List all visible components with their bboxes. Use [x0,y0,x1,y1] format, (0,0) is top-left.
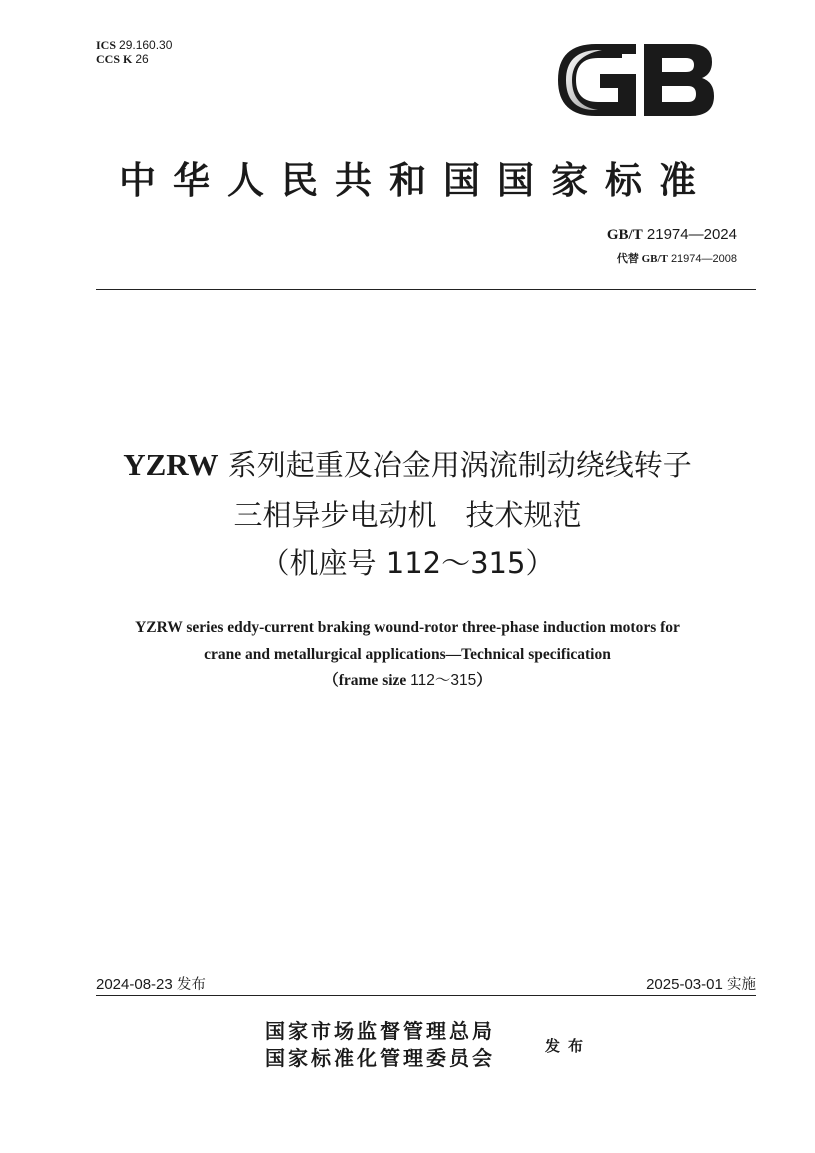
issue-date-value: 2024-08-23 [96,976,173,993]
replaces-prefix: 代替 GB/T [616,253,668,265]
title-en-open: （frame size [323,672,411,689]
issue-date-label: 发布 [176,977,206,993]
ccs-letter: K [123,52,133,66]
effective-date-label: 实施 [727,977,756,993]
title-en-line-1: YZRW series eddy-current braking wound-rotor three-phase induction motors for [135,619,680,636]
ics-code: 29.160.30 [119,38,173,52]
replaces-code: 21974—2008 [670,253,737,265]
gb-logo [552,40,717,120]
ccs-number: 26 [135,52,149,66]
title-cn-line-3: （机座号 112～315） [260,546,555,580]
footer-divider [96,995,756,996]
effective-date [646,973,756,994]
standard-number [607,226,737,244]
replaces-standard [617,250,737,266]
standard-prefix: GB/T [606,227,643,243]
publish-label: 发布 [545,1037,592,1055]
header-divider [96,289,756,290]
effective-date-value: 2025-03-01 [646,976,723,993]
issuing-authorities [265,1018,495,1072]
ics-line [96,38,172,52]
issuer-1: 国家市场监督管理总局 [265,1019,495,1043]
title-cn-line-1 [0,447,815,482]
issue-date [96,973,206,994]
title-cn-line-2: 三相异步电动机 技术规范 [233,498,582,532]
logo-text: GB [552,40,554,41]
title-en-line-2: crane and metallurgical applications—Technical specification [204,646,611,663]
title-cn-model: YZRW [123,447,219,482]
title-cn-line-1-text: 系列起重及冶金用涡流制动绕线转子 [227,448,692,482]
national-standard-title: 中华人民共和国国家标准 [119,158,713,202]
title-en-range: 112～315 [410,672,477,689]
title-en-line-3 [0,672,815,690]
title-en-close: ） [476,672,492,689]
ccs-line [96,52,172,66]
issuer-2: 国家标准化管理委员会 [265,1046,495,1070]
standard-code: 21974—2024 [646,226,737,243]
ccs-label: CCS [96,52,121,66]
ics-label: ICS [96,38,117,52]
classification-codes [96,38,172,66]
